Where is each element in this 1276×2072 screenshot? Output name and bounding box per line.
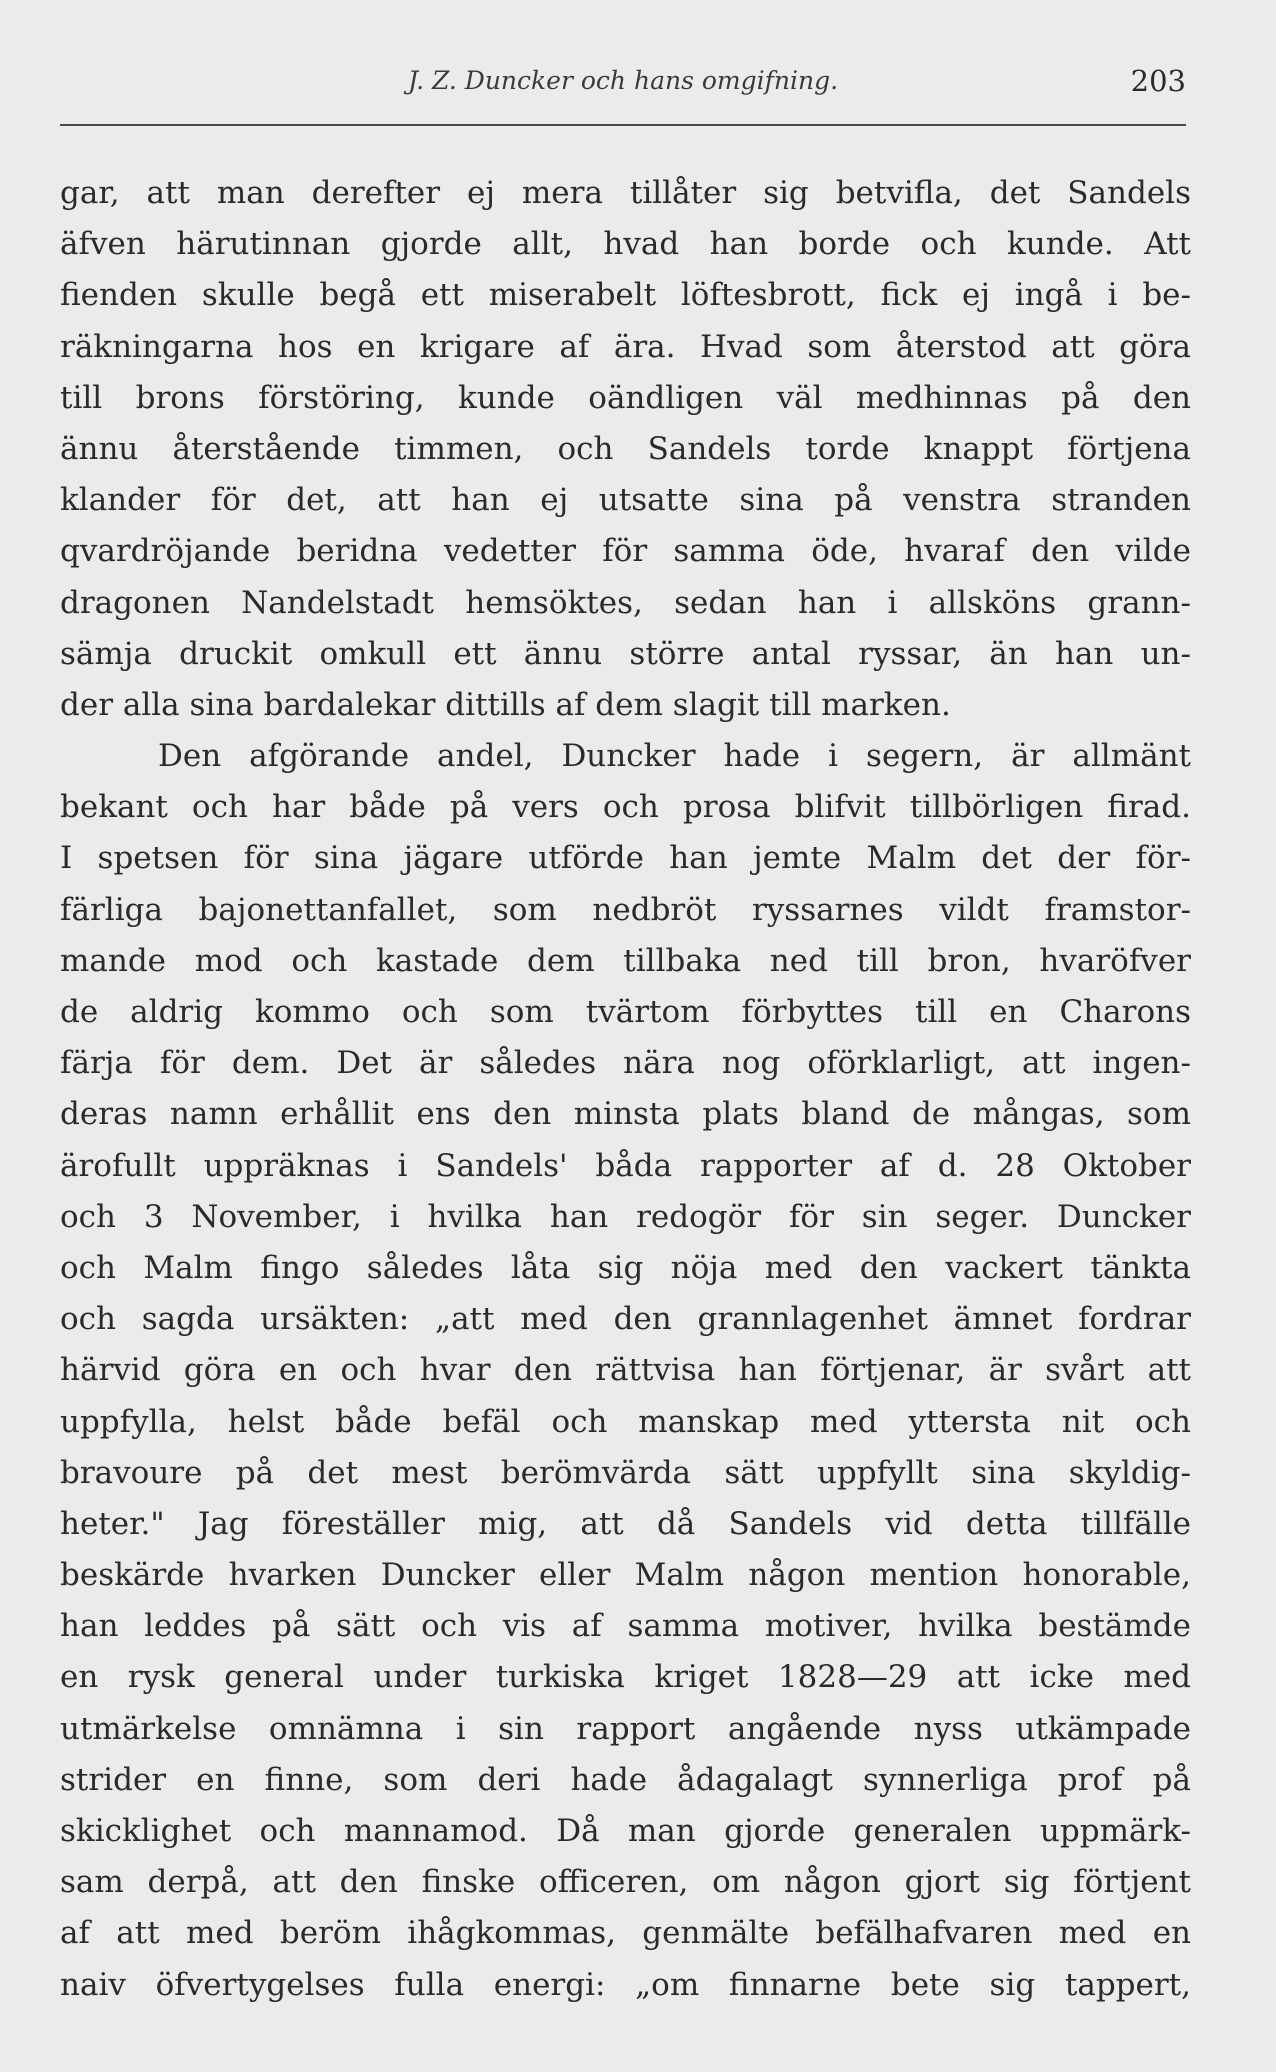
text-line: äfven härutinnan gjorde allt, hvad han borde och kunde. Att — [60, 226, 1191, 263]
text-line: till brons förstöring, kunde oändligen väl medhinnas på den — [60, 379, 1191, 416]
text-line: sämja druckit omkull ett ännu större antal ryssar, än han un- — [60, 635, 1191, 672]
text-line: färliga bajonettanfallet, som nedbröt ryssarnes vildt framstor- — [60, 891, 1191, 928]
text-line: räkningarna hos en krigare af ära. Hvad som återstod att göra — [60, 328, 1191, 365]
text-line: och sagda ursäkten: „att med den grannlagenhet ämnet fordrar — [60, 1301, 1191, 1338]
text-line: heter." Jag föreställer mig, att då Sandels vid detta tillfälle — [60, 1505, 1191, 1542]
text-line: deras namn erhållit ens den minsta plats bland de mångas, som — [60, 1096, 1191, 1133]
running-head: J. Z. Duncker och hans omgifning. — [407, 66, 839, 95]
text-line: de aldrig kommo och som tvärtom förbyttes till en Charons — [60, 994, 1191, 1030]
text-line: mande mod och kastade dem tillbaka ned till bron, hvaröfver — [60, 942, 1191, 979]
text-line: bravoure på det mest berömvärda sätt uppfyllt sina skyldig- — [60, 1454, 1191, 1491]
body-text — [60, 168, 1191, 2011]
text-line: och Malm fingo således låta sig nöja med den vackert tänkta — [60, 1249, 1191, 1286]
text-line: härvid göra en och hvar den rättvisa han förtjenar, är svårt att — [60, 1352, 1191, 1389]
page-number: 203 — [1130, 64, 1186, 98]
text-line: fienden skulle begå ett miserabelt löftesbrott, fick ej ingå i be- — [60, 277, 1191, 314]
text-line: naiv öfvertygelses fulla energi: „om finnarne bete sig tappert, — [60, 1966, 1191, 2003]
text-line: klander för det, att han ej utsatte sina på venstra stranden — [60, 482, 1191, 519]
page-header — [60, 60, 1186, 120]
text-line: Den afgörande andel, Duncker hade i segern, är allmänt — [158, 738, 1191, 775]
text-line: ännu återstående timmen, och Sandels torde knappt förtjena — [60, 430, 1191, 467]
text-line: ärofullt uppräknas i Sandels' båda rapporter af d. 28 Oktober — [60, 1147, 1191, 1184]
text-line: uppfylla, helst både befäl och manskap med yttersta nit och — [60, 1403, 1191, 1440]
text-line: utmärkelse omnämna i sin rapport angående nyss utkämpade — [60, 1710, 1191, 1747]
text-line: bekant och har både på vers och prosa blifvit tillbörligen firad. — [60, 789, 1191, 826]
text-line: han leddes på sätt och vis af samma motiver, hvilka bestämde — [60, 1608, 1191, 1645]
text-line: I spetsen för sina jägare utförde han jemte Malm det der för- — [60, 840, 1191, 877]
text-line: skicklighet och mannamod. Då man gjorde generalen uppmärk- — [60, 1813, 1191, 1849]
text-line: qvardröjande beridna vedetter för samma öde, hvaraf den vilde — [60, 533, 1191, 570]
text-line: gar, att man derefter ej mera tillåter sig betvifla, det Sandels — [60, 175, 1191, 211]
text-line: der alla sina bardalekar dittills af dem slagit till marken. — [60, 686, 951, 723]
text-line: strider en finne, som deri hade ådagalagt synnerliga prof på — [60, 1761, 1191, 1798]
header-rule — [60, 124, 1186, 126]
text-line: beskärde hvarken Duncker eller Malm någon mention honorable, — [60, 1557, 1191, 1594]
text-line: dragonen Nandelstadt hemsöktes, sedan han i allsköns grann- — [60, 584, 1191, 621]
text-line: sam derpå, att den finske officeren, om någon gjort sig förtjent — [60, 1864, 1191, 1901]
text-line: färja för dem. Det är således nära nog oförklarligt, att ingen- — [60, 1045, 1191, 1082]
text-line: en rysk general under turkiska kriget 1828—29 att icke med — [60, 1659, 1191, 1696]
text-line: af att med beröm ihågkommas, genmälte befälhafvaren med en — [60, 1915, 1191, 1952]
text-line: och 3 November, i hvilka han redogör för sin seger. Duncker — [60, 1198, 1191, 1235]
